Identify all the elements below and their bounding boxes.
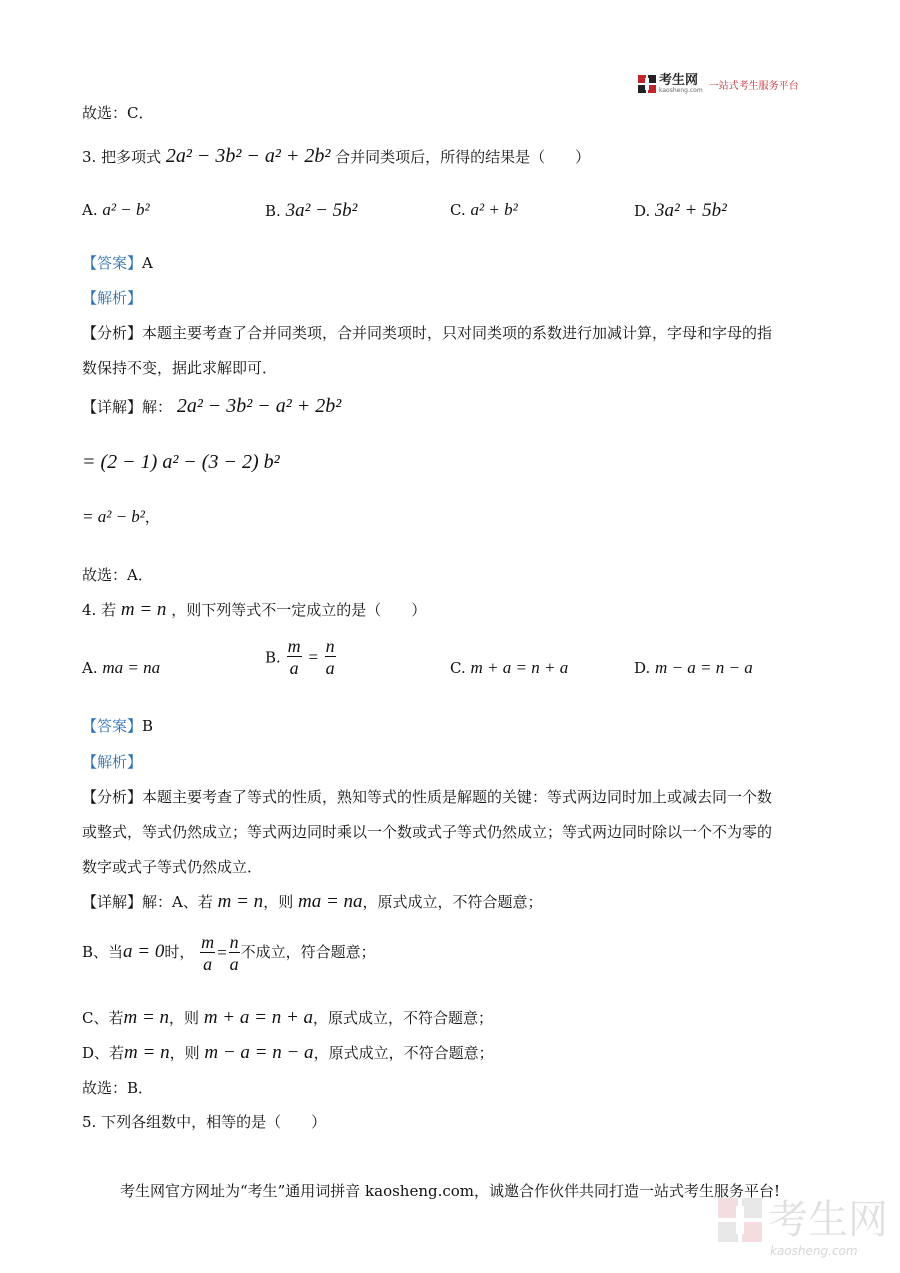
q4-question: 4. 若 m = n ，则下列等式不一定成立的是（ ） — [82, 599, 427, 620]
watermark — [718, 1198, 888, 1242]
q3-prompt-post: 合并同类项后，所得的结果是（ ） — [335, 148, 591, 166]
kaosheng-logo-icon — [638, 75, 656, 93]
q4-option-a: A. ma = na — [82, 658, 161, 677]
q3-analysis-line1: 【分析】本题主要考查了合并同类项，合并同类项时，只对同类项的系数进行加减计算，字母和字母的指 — [82, 324, 773, 342]
header-slogan: 一站式考生服务平台 — [708, 80, 799, 92]
q3-prompt-pre: 把多项式 — [101, 148, 162, 166]
q4-option-c: C. m + a = n + a — [450, 658, 569, 677]
q3-option-d-expr: 3a² + 5b² — [655, 200, 727, 221]
q3-option-d: D. 3a² + 5b² — [634, 200, 727, 221]
header-logo — [638, 74, 799, 94]
q3-option-b: B. 3a² − 5b² — [265, 200, 358, 221]
header-logo-name: 考生网 — [659, 72, 699, 88]
q4-option-b-frac-left: $\frac{m}{a}$ — [287, 636, 301, 678]
q3-question — [82, 146, 590, 167]
q4-answer-value: B — [142, 717, 154, 735]
q3-step3: = a² − b²， — [82, 507, 160, 526]
q4-detail-a: 【详解】解：A、若 m = n，则 ma = na，原式成立，不符合题意； — [82, 891, 543, 912]
q4-detail-b-frac-right: $\frac{n}{a}$ — [229, 931, 239, 974]
q3-option-a-expr: a² − b² — [102, 200, 150, 219]
q4-detail-c: C、若m = n，则 m + a = n + a，原式成立，不符合题意； — [82, 1007, 494, 1028]
q4-analysis-tag: 【解析】 — [82, 753, 143, 771]
q3-step1: 2a² − 3b² − a² + 2b² — [176, 395, 342, 417]
q3-answer-value: A — [142, 254, 153, 272]
watermark-logo-icon — [718, 1198, 762, 1242]
q3-analysis-line2: 数保持不变，据此求解即可． — [82, 359, 278, 377]
q3-option-b-expr: 3a² − 5b² — [285, 200, 358, 221]
q4-number: 4. — [82, 601, 97, 619]
q4-detail-b-frac-left: $\frac{m}{a}$ — [201, 931, 215, 974]
q4-option-b: B. $\frac{m}{a}$ = $\frac{n}{a}$ — [265, 636, 335, 678]
q4-detail-b: B、当a = 0时， $\frac{m}{a}$ = $\frac{n}{a}$ 不成立，符合题意； — [82, 931, 376, 974]
q2-choose: 故选：C． — [82, 104, 154, 122]
q3-option-c-expr: a² + b² — [470, 200, 518, 219]
q4-answer: 【答案】B — [82, 717, 154, 735]
header-logo-domain: kaosheng.com — [659, 86, 703, 94]
q3-detail: 【详解】解： 2a² − 3b² − a² + 2b² — [82, 395, 342, 417]
watermark-text: 考生网 — [768, 1197, 888, 1243]
q3-analysis-tag: 【解析】 — [82, 289, 143, 307]
q4-analysis-line2: 或整式，等式仍然成立；等式两边同时乘以一个数或式子等式仍然成立；等式两边同时除以一个不为零的 — [82, 823, 773, 841]
q3-choose: 故选：A． — [82, 566, 153, 584]
q3-answer — [82, 253, 153, 273]
q4-condition: m = n — [120, 599, 167, 620]
q5-number: 5. — [82, 1113, 97, 1131]
q3-answer-tag: 【答案】 — [82, 254, 143, 272]
q4-detail-d: D、若m = n，则 m − a = n − a，原式成立，不符合题意； — [82, 1042, 494, 1063]
q3-step2: = (2 − 1) a² − (3 − 2) b² — [82, 451, 280, 473]
q4-choose: 故选：B． — [82, 1079, 154, 1097]
q4-analysis-line3: 数字或式子等式仍然成立． — [82, 858, 263, 876]
q4-analysis-line1: 【分析】本题主要考查了等式的性质，熟知等式的性质是解题的关键：等式两边同时加上或减去同一个数 — [82, 788, 773, 806]
q4-option-d: D. m − a = n − a — [634, 658, 753, 677]
q3-expression: 2a² − 3b² − a² + 2b² — [165, 145, 331, 167]
footer-text: 考生网官方网址为“考生”通用词拼音 kaosheng.com，诚邀合作伙伴共同打造一站式考生服务平台! — [119, 1182, 781, 1200]
q5-question: 5. 下列各组数中，相等的是（ ） — [82, 1113, 327, 1131]
watermark-domain: kaosheng.com — [770, 1244, 858, 1258]
q3-option-a: A. a² − b² — [82, 200, 150, 219]
q3-number: 3. — [82, 148, 97, 166]
q4-option-b-frac-right: $\frac{n}{a}$ — [325, 636, 335, 678]
q3-option-c: C. a² + b² — [450, 200, 518, 219]
